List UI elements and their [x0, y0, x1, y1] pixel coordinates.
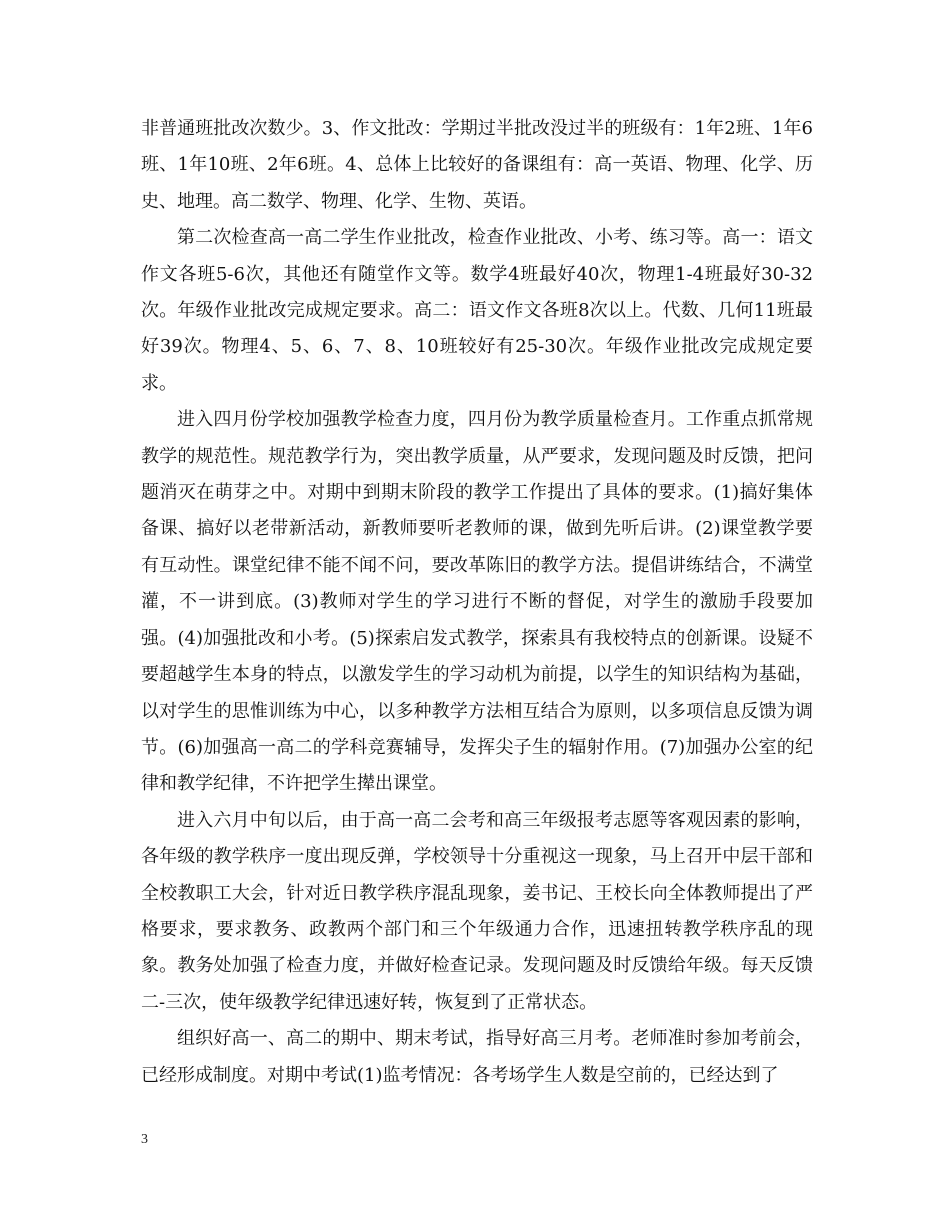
paragraph-april-inspection: 进入四月份学校加强教学检查力度，四月份为教学质量检查月。工作重点抓常规教学的规范性。规范教学行为，突出教学质量，从严要求，发现问题及时反馈，把问题消灭在萌芽之中。对期中到期末阶段的教学工作提出了具体的要求。(1)搞好集体备课、搞好以老带新活动，新教师要听老教师的课，做到先听后讲。(2)课堂教学要有互动性。课堂纪律不能不闻不问，要改革陈旧的教学方法。提倡讲练结合，不满堂灌，不一讲到底。(3)教师对学生的学习进行不断的督促，对学生的激励手段要加强。(4)加强批改和小考。(5)探索启发式教学，探索具有我校特点的创新课。设疑不要超越学生本身的特点，以激发学生的学习动机为前提，以学生的知识结构为基础，以对学生的思惟训练为中心，以多种教学方法相互结合为原则，以多项信息反馈为调节。(6)加强高一高二的学科竞赛辅导，发挥尖子生的辐射作用。(7)加强办公室的纪律和教学纪律，不许把学生撵出课堂。: [141, 409, 813, 795]
paragraph-exams: 组织好高一、高二的期中、期末考试，指导好高三月考。老师准时参加考前会，已经形成制度。对期中考试(1)监考情况：各考场学生人数是空前的，已经达到了: [141, 1028, 813, 1086]
paragraph-continued: 非普通班批改次数少。3、作文批改：学期过半批改没过半的班级有：1年2班、1年6班、1年10班、2年6班。4、总体上比较好的备课组有：高一英语、物理、化学、历史、地理。高二数学、物理、化学、生物、英语。: [141, 118, 813, 212]
paragraph-june-order: 进入六月中旬以后，由于高一高二会考和高三年级报考志愿等客观因素的影响，各年级的教学秩序一度出现反弹，学校领导十分重视这一现象，马上召开中层干部和全校教职工大会，针对近日教学秩序混乱现象，姜书记、王校长向全体教师提出了严格要求，要求教务、政教两个部门和三个年级通力合作，迅速扭转教学秩序乱的现象。教务处加强了检查力度，并做好检查记录。发现问题及时反馈给年级。每天反馈二-三次，使年级教学纪律迅速好转，恢复到了正常状态。: [141, 809, 813, 1013]
document-body: [141, 111, 813, 1094]
page-number: 3: [141, 1132, 148, 1147]
paragraph-homework-check: 第二次检查高一高二学生作业批改，检查作业批改、小考、练习等。高一：语文作文各班5-6次，其他还有随堂作文等。数学4班最好40次，物理1-4班最好30-32次。年级作业批改完成规定要求。高二：语文作文各班8次以上。代数、几何11班最好39次。物理4、5、6、7、8、10班较好有25-30次。年级作业批改完成规定要求。: [141, 227, 813, 394]
